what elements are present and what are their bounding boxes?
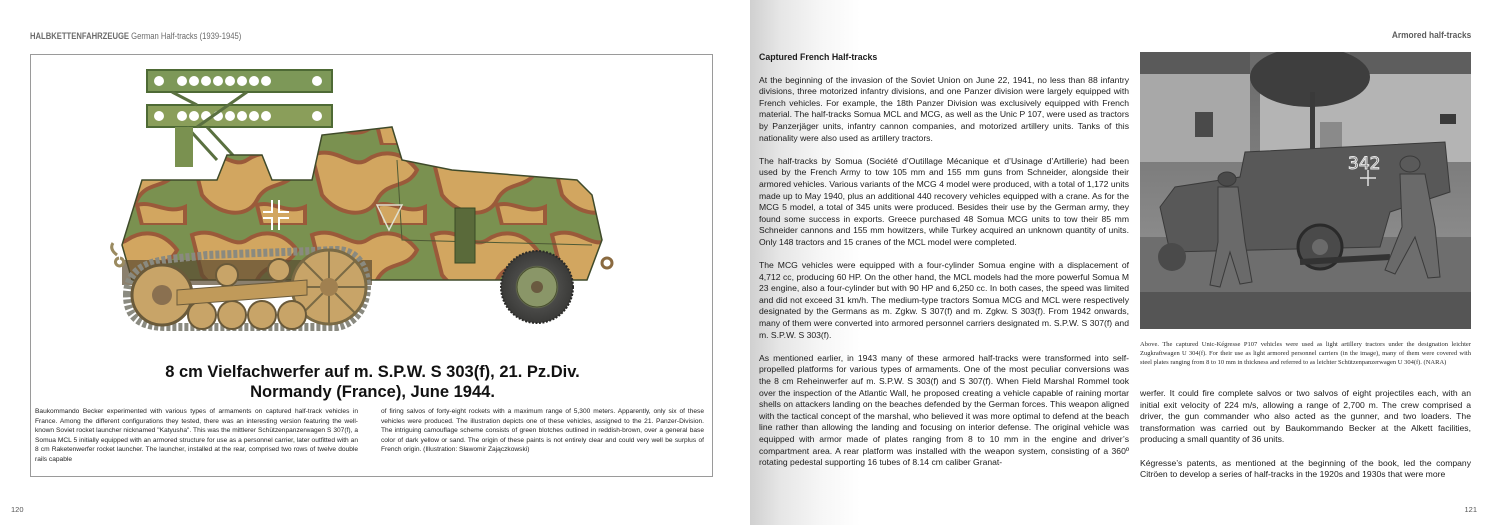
photo-caption: Above. The captured Unic-Kégresse P107 vehicles were used as light artillery tractors under the designation leichter Zugkraftwagen U 304(f). For their use as light armored personnel carriers (in the image), many of them were covered with steel plates ranging from 8 to 10 mm in thickness and referred to as leichter Schützenpanzerwagen U 304(f). (NARA): [1140, 341, 1471, 366]
body-paragraph: The MCG vehicles were equipped with a four-cylinder Somua engine with a displacement of 4,712 cc, producing 60 HP. On the other hand, the MCL models had the more powerful Somua M 23 engine, also a four-cylinder but with 90 HP and 6,250 cc. In both cases, the speed was limited and did not exceed 31 km/h. The medium-type tractors Somua MCG and MCL were respectively designated by the Germans as m. Zgkw. S 307(f) and m. Zgkw. S 303(f). From 1942 onwards, many of them were converted into armored personnel carriers designated m. S.P.W. S 307(f) and m. S.P.W. S 303(f).: [759, 260, 1129, 340]
plate-title-line-1: 8 cm Vielfachwerfer auf m. S.P.W. S 303(f), 21. Pz.Div.: [165, 363, 580, 381]
illustration-plate: [30, 54, 713, 477]
plate-caption-column-2: of firing salvos of forty-eight rockets with a maximum range of 5,300 meters. Apparently, only six of these vehicles were produced. The illustration depicts one of these vehicles, assigned to the 21. Panzer-Division. The intriguing camouflage scheme consists of green blotches outlined in reddish-brown, over a general base color of dark yellow or sand. The origin of these paints is not entirely clear and could very well be surplus of French origin. (Illustration: Sławomir Zajączkowski): [381, 408, 704, 454]
body-paragraph: werfer. It could fire complete salvos or two salvos of eight projectiles each, with an initial exit velocity of 224 m/s, allowing a range of 2,700 m. The crew comprised a driver, the gun commander who also acted as the gunner, and two loaders. The transformation was carried out by Baukommando Becker at the Alkett facilities, producing a small quantity of 36 units.: [1140, 388, 1471, 445]
body-paragraph: At the beginning of the invasion of the Soviet Union on June 22, 1941, no less than 88 infantry divisions, three motorized infantry divisions, and one Panzer division were largely equipped with French vehicles. For example, the 18th Panzer Division was exclusively equipped with French material. The half-tracks Somua MCL and MCG, as well as the Unic P 107, were used as tractors by Panzerjäger units, infantry cannon companies, and motorized artillery units. Tanks of this nationality were also used as artillery tractors.: [759, 74, 1129, 143]
running-head-title: HALBKETTENFAHRZEUGE: [30, 31, 130, 41]
running-head-subtitle: German Half-tracks (1939-1945): [131, 31, 242, 41]
plate-title-line-2: Normandy (France), June 1944.: [250, 383, 495, 401]
section-heading: Captured French Half-tracks: [759, 52, 878, 62]
body-paragraph: The half-tracks by Somua (Société d’Outillage Mécanique et d’Usinage d’Artillerie) had been used by the French Army to tow 105 mm and 155 mm guns from Schneider, alongside their armored vehicles. Various variants of the MCG 4 model were produced, with a total of 1,172 units made up to May 1940, plus an additional 440 recovery vehicles equipped with a crane. As for the MCG 5 model, a total of 345 units were produced. Besides their use by the German army, they found some success in exports. Greece purchased 48 Somua MCG units to tow their 85 mm Schneider cannons and 155 mm howitzers, while Turkey acquired an unknown quantity of units. Only 148 tractors and 15 cranes of the MCL model were completed.: [759, 155, 1129, 247]
body-column-b: [1140, 388, 1471, 492]
halftrack-illustration: [67, 65, 687, 350]
body-paragraph: Kégresse’s patents, as mentioned at the beginning of the book, led the company Citröen to develop a series of half-tracks in the 1920s and 1930s that were more: [1140, 457, 1471, 480]
running-head-right: Armored half-tracks: [1391, 30, 1471, 41]
archival-photo: [1140, 52, 1471, 329]
body-column-a: [759, 52, 1129, 480]
page-number-right: 121: [1464, 505, 1477, 514]
plate-caption-column-1: Baukommando Becker experimented with various types of armaments on captured half-track vehicles in France. Among the different configurations they tested, there was an interesting version featuring the well-known Soviet rocket launcher nicknamed "Katyusha". This was the mittlerer Schützenpanzerwagen S 307(f), a Somua MCL 5 initially equipped with an armored structure for use as a personnel carrier, later outfitted with an 8 cm Raketenwerfer rocket launcher. The launcher, installed at the rear, comprised two rows of twelve double rails capable: [35, 408, 358, 463]
body-paragraph: As mentioned earlier, in 1943 many of these armored half-tracks were transformed into self-propelled platforms for various types of armaments. One of the most peculiar conversions was the 8 cm Reheinwerfer auf m. S.P.W. S 303(f) and S 307(f). When Field Marshal Rommel took over the inspection of the Atlantic Wall, he proposed creating a vehicle capable of raining mortar shells on attackers landing on the beaches defended by the German forces. This weapon aligned with the tactical concept of the marshal, who believed it was more optimal to defend at the beach line rather than allowing the landing and focusing on interior defense. The original vehicle was equipped with armor made of plates ranging from 8 to 10 mm in the engine and driver’s compartment area. A rear platform was installed with the weapon system, consisting of a 360º rotating pedestal supporting 16 tubes of 8.14 cm caliber Granat-: [759, 352, 1129, 468]
hull-number: 342: [1348, 154, 1381, 174]
page-number-left: 120: [11, 505, 24, 514]
photo-halftrack-soldiers: [1140, 52, 1471, 329]
running-head-left: [30, 31, 241, 41]
plate-title: [31, 362, 714, 402]
rocket-launcher-rack: [147, 70, 332, 167]
